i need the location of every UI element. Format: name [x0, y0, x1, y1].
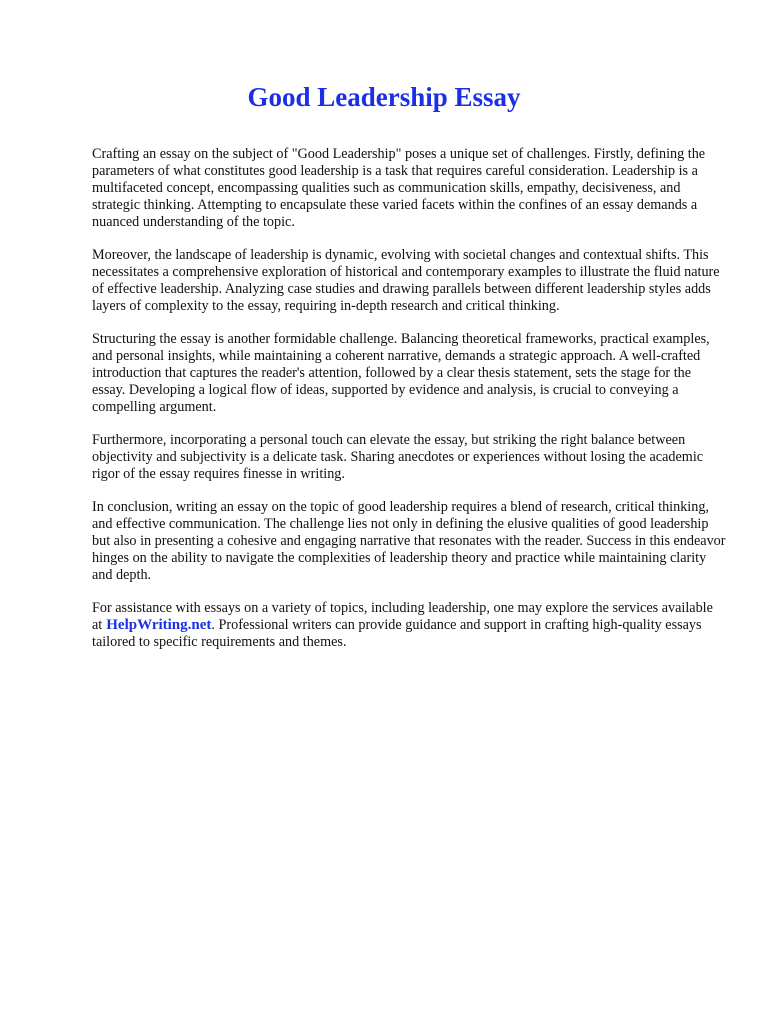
paragraph-4: Furthermore, incorporating a personal touch can elevate the essay, but striking the right balance between objectivity and subjectivity is a delicate task. Sharing anecdotes or experiences without losing the academic rigor of the essay requires finesse in writing.	[92, 432, 704, 482]
helpwriting-link[interactable]: HelpWriting.net	[106, 617, 212, 633]
document-body	[92, 146, 726, 667]
paragraph-1: Crafting an essay on the subject of "Good Leadership" poses a unique set of challenges. Firstly, defining the parameters of what constitutes good leadership is a task that requires careful consideration. Leadership is a multifaceted concept, encompassing qualities such as communication skills, empathy, decisiveness, and strategic thinking. Attempting to encapsulate these varied facets within the confines of an essay demands a nuanced understanding of the topic.	[92, 146, 706, 230]
paragraph-final	[92, 600, 726, 651]
final-paragraph-text-after-link: . Professional writers can provide guidance and support in crafting high-quality essays tailored to specific requirements and themes.	[92, 617, 702, 650]
paragraph-2: Moreover, the landscape of leadership is dynamic, evolving with societal changes and contextual shifts. This necessitates a comprehensive exploration of historical and contemporary examples to illustrate the fluid nature of effective leadership. Analyzing case studies and drawing parallels between different leadership styles adds layers of complexity to the essay, requiring in-depth research and critical thinking.	[92, 247, 720, 314]
paragraph-3: Structuring the essay is another formidable challenge. Balancing theoretical frameworks, practical examples, and personal insights, while maintaining a coherent narrative, demands a strategic approach. A well-crafted introduction that captures the reader's attention, followed by a clear thesis statement, sets the stage for the essay. Developing a logical flow of ideas, supported by evidence and analysis, is crucial to conveying a compelling argument.	[92, 331, 710, 415]
paragraph-5: In conclusion, writing an essay on the topic of good leadership requires a blend of research, critical thinking, and effective communication. The challenge lies not only in defining the elusive qualities of good leadership but also in presenting a cohesive and engaging narrative that resonates with the reader. Success in this endeavor hinges on the ability to navigate the complexities of leadership theory and practice while maintaining clarity and depth.	[92, 499, 726, 583]
final-paragraph-text-before-link: For assistance with essays on a variety of topics, including leadership, one may explore the services available at	[92, 600, 713, 633]
document-title: Good Leadership Essay	[247, 82, 521, 112]
